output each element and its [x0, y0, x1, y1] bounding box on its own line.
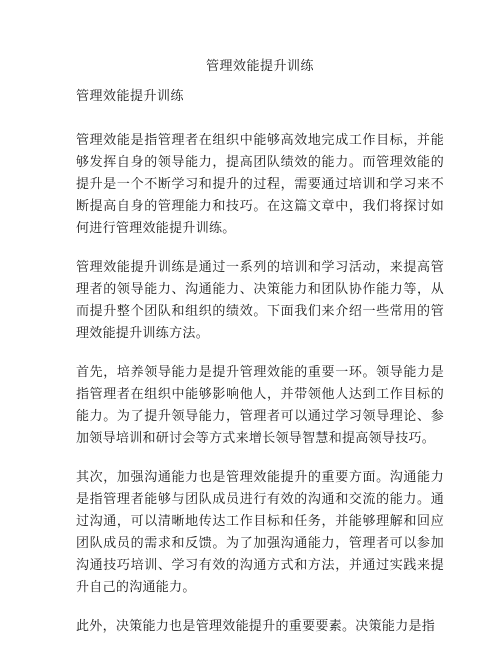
- paragraph-5: 此外，决策能力也是管理效能提升的重要要素。决策能力是指: [76, 619, 436, 634]
- paragraph-3: 首先，培养领导能力是提升管理效能的重要一环。领导能力是指管理者在组织中能够影响他人，并带领他人达到工作目标的能力。为了提升领导能力，管理者可以通过学习领导理论、参加领导培训和研讨会等方式来增长领导智慧和提高领导技巧。: [76, 365, 444, 446]
- document-title: 管理效能提升训练: [205, 59, 314, 74]
- paragraph-1: 管理效能是指管理者在组织中能够高效地完成工作目标，并能够发挥自身的领导能力，提高团队绩效的能力。而管理效能的提升是一个不断学习和提升的过程，需要通过培训和学习来不断提高自身的管理能力和技巧。在这篇文章中，我们将探讨如何进行管理效能提升训练。: [76, 133, 444, 236]
- paragraph-2: 管理效能提升训练是通过一系列的培训和学习活动，来提高管理者的领导能力、沟通能力、决策能力和团队协作能力等，从而提升整个团队和组织的绩效。下面我们来介绍一些常用的管理效能提升训练方法。: [76, 260, 444, 341]
- document-subtitle: 管理效能提升训练: [76, 89, 185, 104]
- paragraph-4: 其次，加强沟通能力也是管理效能提升的重要方面。沟通能力是指管理者能够与团队成员进行有效的沟通和交流的能力。通过沟通，可以清晰地传达工作目标和任务，并能够理解和回应团队成员的需求和反馈。为了加强沟通能力，管理者可以参加沟通技巧培训、学习有效的沟通方式和方法，并通过实践来提升自己的沟通能力。: [76, 470, 444, 595]
